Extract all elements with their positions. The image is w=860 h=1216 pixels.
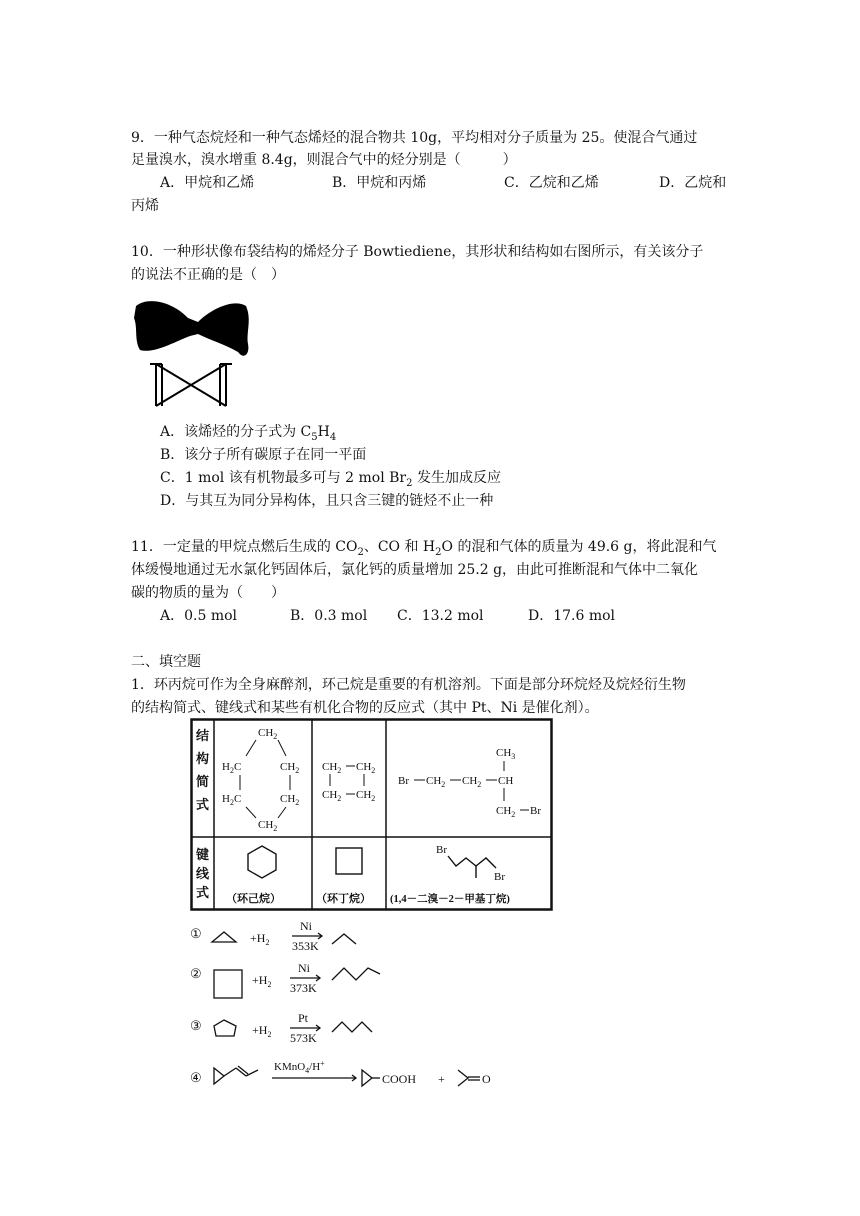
bowtie-skeletal	[150, 364, 232, 406]
cyclopentane-shape	[214, 1020, 236, 1036]
row2-header-0: 键	[196, 847, 210, 862]
reaction-num-4: ④	[190, 1070, 202, 1085]
q9-option-c: C．乙烷和乙烯	[504, 175, 599, 191]
q11-line1-b: 、CO 和 H	[363, 539, 436, 555]
reaction-num-2: ②	[190, 966, 202, 981]
cat-3: Pt	[298, 1011, 309, 1025]
skel-br-top: Br	[436, 844, 447, 856]
db-br-right: Br	[530, 805, 541, 817]
cyclobutane-skeletal	[336, 848, 362, 874]
ch2-upper-right: CH	[280, 761, 296, 773]
q11-line1-a: 11．一定量的甲烷点燃后生成的 CO	[131, 539, 358, 555]
acetone-shape	[458, 1070, 468, 1086]
db-ch2-a: CH	[426, 775, 442, 787]
cb-ch2-tr-sub: 2	[371, 766, 376, 775]
ch2-upper-right-sub: 2	[295, 766, 300, 775]
svg-text:CH3	[496, 747, 515, 761]
q11-line1-sub2: 2	[435, 546, 442, 558]
row1-header-3: 式	[196, 797, 210, 812]
db-ch3: CH	[496, 747, 512, 759]
cb-ch2-br-sub: 2	[371, 794, 376, 803]
svg-text:CH2	[280, 761, 299, 775]
temp-1: 353K	[292, 939, 319, 953]
q10-option-b: B．该分子所有碳原子在同一平面	[160, 447, 367, 463]
propane-shape	[332, 934, 356, 944]
cyclohexane-skeletal	[248, 846, 276, 878]
q10-line2: 的说法不正确的是（ ）	[131, 267, 285, 283]
svg-text:CH2	[258, 727, 277, 741]
cyclohexane-condensed	[222, 727, 299, 833]
plus-h2-2: +H	[252, 973, 268, 987]
reaction-num-3: ③	[190, 1018, 202, 1033]
svg-text:+H2	[252, 973, 271, 989]
plus-h2-2-sub: 2	[267, 980, 272, 989]
temp-3: 573K	[290, 1031, 317, 1045]
h2c-lower-sub: 2	[229, 798, 234, 807]
row1-header-0: 结	[196, 728, 210, 743]
svg-text:CH2	[280, 793, 299, 807]
fill1-line2: 的结构简式、键线式和某些有机化合物的反应式（其中 Pt、Ni 是催化剂）。	[131, 700, 599, 716]
svg-text:H2C	[222, 793, 241, 807]
q10-option-c	[160, 467, 760, 490]
dibromo-skeletal	[448, 856, 496, 868]
row2-header-1: 线	[196, 866, 210, 881]
q9-line2: 足量溴水，溴水增重 8.4g，则混合气中的烃分别是（ ）	[131, 152, 517, 168]
q11-line2: 体缓慢地通过无水氯化钙固体后，氯化钙的质量增加 25.2 g，由此可推断混和气体中二氧化	[131, 562, 699, 578]
dibromo-condensed	[398, 747, 541, 819]
product-4: COOH	[382, 1072, 417, 1086]
cb-ch2-tr: CH	[356, 761, 372, 773]
cb-ch2-br: CH	[356, 789, 372, 801]
q11-option-a: A．0.5 mol	[160, 608, 238, 624]
cyclobutane-shape	[214, 970, 242, 998]
plus-h2-3: +H	[252, 1023, 268, 1037]
reagent-4-plus: +	[320, 1059, 325, 1068]
svg-text:CH2	[462, 775, 481, 789]
svg-text:CH2	[322, 789, 341, 803]
q10-option-a-sub1: 5	[311, 431, 318, 443]
svg-text:CH2	[258, 819, 277, 833]
skel-br-bottom: Br	[494, 871, 505, 883]
reactant4-ring	[214, 1068, 224, 1084]
butane-shape	[332, 968, 380, 980]
svg-text:H2C	[222, 761, 241, 775]
label-cyclohexane: （环己烷）	[226, 893, 281, 905]
q10-option-d: D．与其互为同分异构体，且只含三键的链烃不止一种	[160, 493, 494, 509]
q9-options	[160, 172, 740, 195]
db-ch2-b-sub: 2	[477, 780, 482, 789]
cyclobutane-condensed	[322, 761, 375, 803]
fill1-line1: 1．环丙烷可作为全身麻醉剂，环己烷是重要的有机溶剂。下面是部分环烷烃及烷烃衍生物	[131, 677, 686, 693]
cb-ch2-tl: CH	[322, 761, 338, 773]
db-br-left: Br	[398, 775, 409, 787]
plus-h2-1: +H	[250, 931, 266, 945]
q10-option-a-sub2: 4	[329, 431, 337, 443]
row2-header-2: 式	[196, 885, 210, 900]
q9-option-a: A．甲烷和乙烯	[160, 175, 255, 191]
ch2-lower-right: CH	[280, 793, 296, 805]
h2c-lower-h: H	[222, 793, 230, 805]
q9-option-b: B．甲烷和丙烯	[332, 175, 427, 191]
q10-option-c-sub: 2	[406, 477, 413, 489]
section-title: 二、填空题	[131, 654, 201, 670]
q11-line3: 碳的物质的量为（ ）	[131, 585, 285, 601]
db-ch3-sub: 3	[511, 752, 516, 761]
q10-option-a	[160, 421, 760, 444]
svg-text:CH2	[426, 775, 445, 789]
q11-line1-c: O 的混和气体的质量为 49.6 g，将此混和气	[441, 539, 717, 555]
q9-line1: 9．一种气态烷烃和一种气态烯烃的混合物共 10g，平均相对分子质量为 25。使混合气通过	[131, 130, 698, 146]
q11-option-b: B．0.3 mol	[290, 608, 368, 624]
ch2-top-sub: 2	[273, 732, 278, 741]
temp-2: 373K	[290, 981, 317, 995]
q11-line1-sub: 2	[357, 546, 364, 558]
db-ch: CH	[498, 775, 514, 787]
ch2-bottom: CH	[258, 819, 274, 831]
reagent-4-sup: /H	[309, 1061, 321, 1073]
q11-line1	[131, 536, 731, 559]
cb-ch2-tl-sub: 2	[337, 766, 342, 775]
svg-text:CH2	[496, 805, 515, 819]
q10-option-c-post: 发生加成反应	[412, 470, 501, 486]
h2c-upper-sub: 2	[229, 766, 234, 775]
q11-options	[160, 605, 740, 628]
cat-1: Ni	[300, 919, 312, 933]
svg-text:CH2	[322, 761, 341, 775]
reagent-4: KMnO	[274, 1061, 306, 1073]
db-ch2-a-sub: 2	[441, 780, 446, 789]
db-ch2-c: CH	[496, 805, 512, 817]
bowtie-silhouette	[134, 301, 249, 356]
reaction-num-1: ①	[190, 926, 202, 941]
structure-table	[190, 718, 555, 914]
cb-ch2-bl: CH	[322, 789, 338, 801]
ch2-bottom-sub: 2	[273, 824, 278, 833]
product4-ring	[362, 1070, 372, 1086]
q10-line1: 10．一种形状像布袋结构的烯烃分子 Bowtiediene，其形状和结构如右图所示，有关该分子	[131, 244, 704, 260]
h2c-upper-h: H	[222, 761, 230, 773]
plus-4: +	[438, 1072, 445, 1086]
q9-option-d: D．乙烷和	[659, 175, 727, 191]
plus-h2-1-sub: 2	[265, 938, 270, 947]
q11-option-c: C．13.2 mol	[397, 608, 484, 624]
ch2-lower-right-sub: 2	[295, 798, 300, 807]
q11-option-d: D．17.6 mol	[528, 608, 616, 624]
db-ch2-c-sub: 2	[511, 810, 516, 819]
cat-2: Ni	[298, 961, 310, 975]
q10-option-a-mid: H	[317, 424, 330, 440]
svg-text:CH2	[356, 789, 375, 803]
row1-header-1: 构	[196, 751, 210, 766]
plus-h2-3-sub: 2	[267, 1030, 272, 1039]
reactions	[186, 918, 516, 1096]
acetone-o: O	[482, 1072, 491, 1086]
svg-text:CH2	[356, 761, 375, 775]
row1-header-2: 简	[196, 774, 210, 789]
svg-text:+H2	[252, 1023, 271, 1039]
label-dibromo: (1,4－二溴－2－甲基丁烷)	[390, 894, 510, 905]
reagent-4-sub: 4	[305, 1066, 310, 1075]
h2c-lower-c: C	[233, 793, 242, 805]
svg-text:KMnO4/H+	[274, 1059, 325, 1075]
db-ch2-b: CH	[462, 775, 478, 787]
q10-option-c-text: C．1 mol 该有机物最多可与 2 mol Br	[160, 470, 407, 486]
ch2-top: CH	[258, 727, 274, 739]
bowtie-figure	[128, 292, 258, 414]
pentane-shape	[332, 1022, 372, 1032]
h2c-upper-c: C	[233, 761, 242, 773]
q9-option-d-wrap: 丙烯	[131, 198, 159, 214]
svg-text:+H2	[250, 931, 269, 947]
cb-ch2-bl-sub: 2	[337, 794, 342, 803]
cyclopropane-shape	[212, 932, 236, 942]
q10-option-a-text: A．该烯烃的分子式为 C	[160, 424, 312, 440]
label-cyclobutane: （环丁烷）	[316, 893, 371, 905]
